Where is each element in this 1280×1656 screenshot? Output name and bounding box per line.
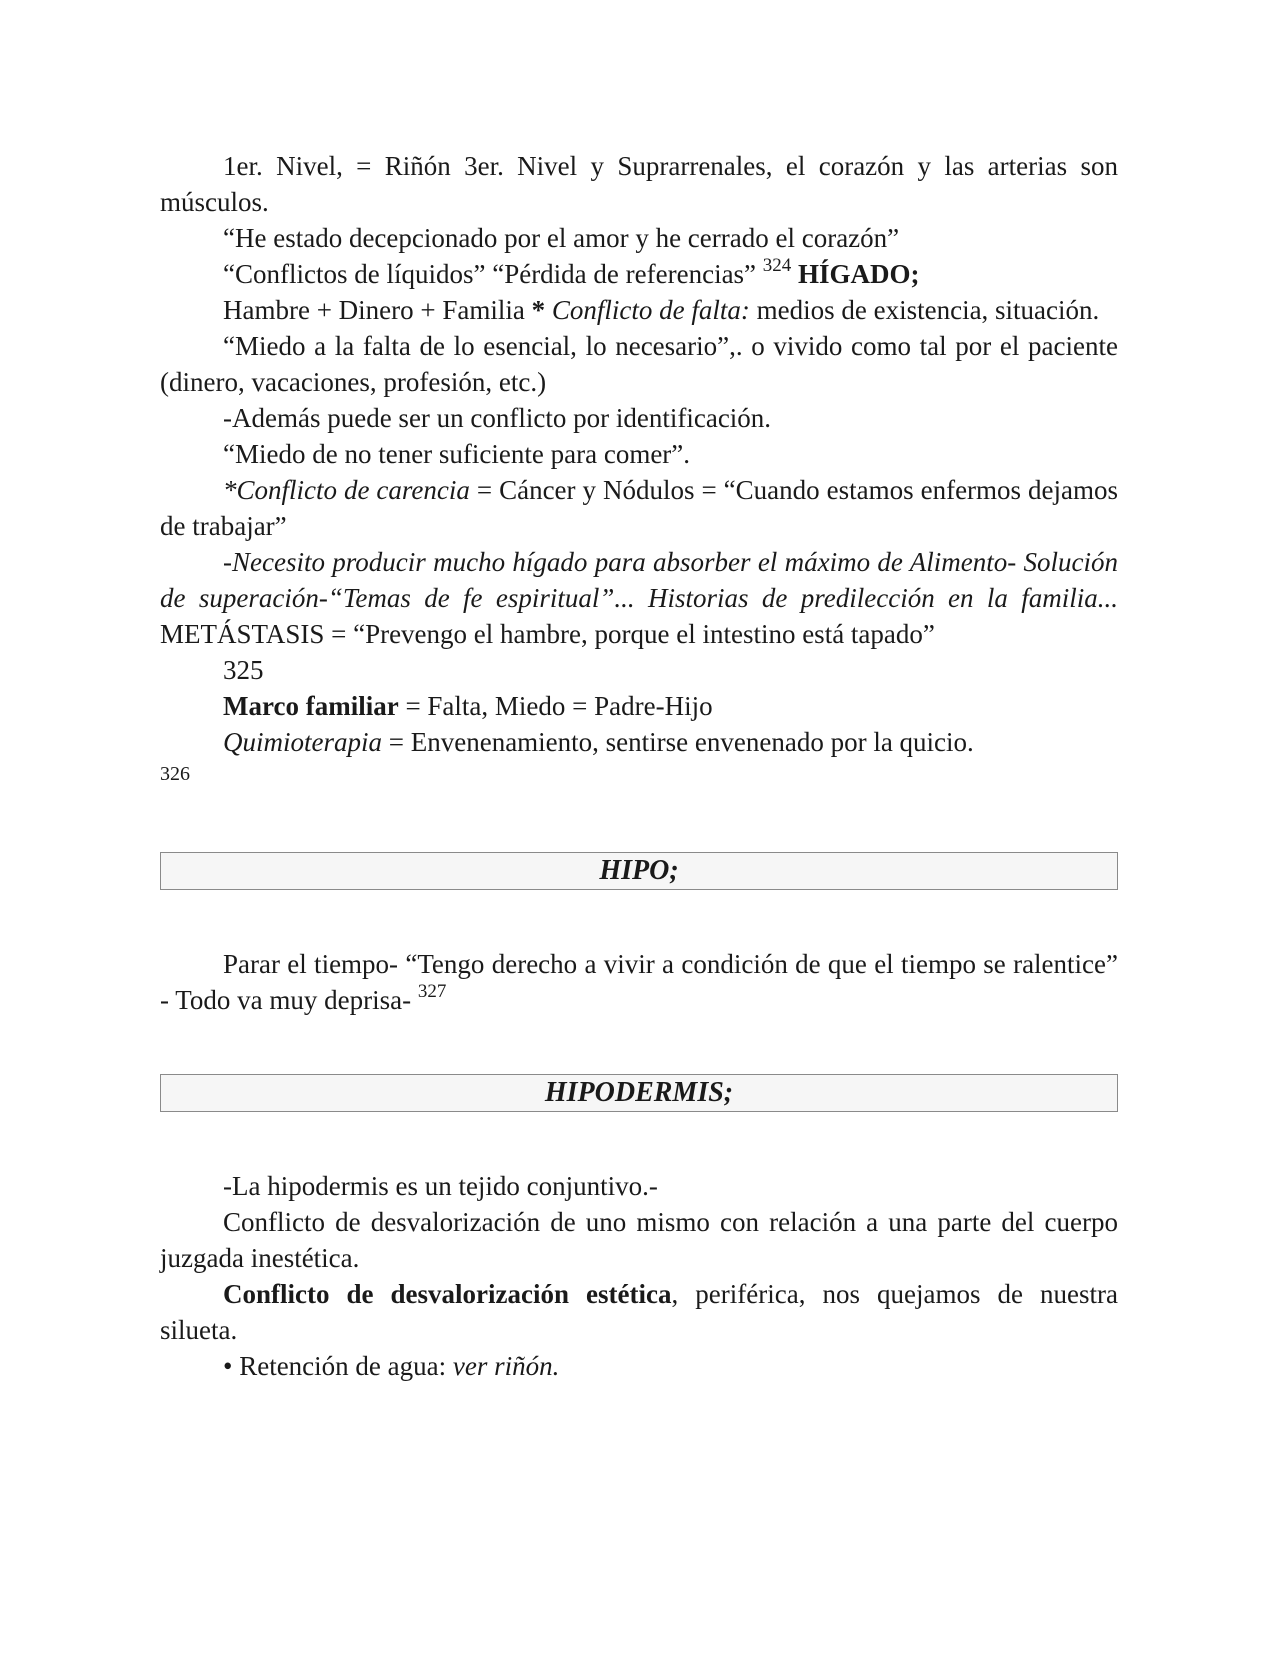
paragraph-text: Conflicto de desvalorización de uno mismo con relación a una parte del cuerpo juzgada inestética. [160, 1207, 1118, 1273]
paragraph-text: 1er. Nivel, = Riñón 3er. Nivel y Suprarrenales, el corazón y las arterias son músculos. [160, 151, 1118, 217]
paragraph [160, 148, 1118, 220]
paragraph-text: “Miedo a la falta de lo esencial, lo necesario”,. o vivido como tal por el paciente (dinero, vacaciones, profesión, etc.) [160, 331, 1118, 397]
paragraph-text: = Cáncer y Nódulos = “Cuando estamos enfermos dejamos de trabajar” [160, 475, 1119, 541]
paragraph-text: Parar el tiempo- “Tengo derecho a vivir a condición de que el tiempo se ralentice” - Todo va muy deprisa- [160, 949, 1118, 1015]
footnote-ref: 327 [417, 981, 447, 1002]
paragraph-text: , periférica, nos quejamos de nuestra silueta. [160, 1279, 1118, 1345]
paragraph [160, 436, 1118, 472]
paragraph [160, 1348, 1118, 1384]
paragraph-text: “Miedo de no tener suficiente para comer”. [223, 439, 691, 469]
paragraph [160, 544, 1118, 652]
paragraph [160, 1276, 1118, 1348]
paragraph [160, 760, 1118, 788]
paragraph-text: -Además puede ser un conflicto por identificación. [223, 403, 772, 433]
paragraph-text: = Envenenamiento, sentirse envenenado por la quicio. [382, 727, 974, 757]
italic-text: Conflicto de falta: [545, 295, 750, 325]
footnote-number: 325 [223, 655, 264, 685]
section-heading-hipo [160, 852, 1118, 890]
asterisk-mark: * [531, 295, 546, 325]
paragraph-text: Hambre + Dinero + Familia [223, 295, 532, 325]
paragraph [160, 688, 1118, 724]
italic-text: -Necesito producir mucho hígado para absorber el máximo de Alimento- Solución de superación-“Temas de fe espiritual”... Historias de predilección en la familia... [160, 547, 1118, 613]
bold-text: Conflicto de desvalorización estética [223, 1279, 672, 1309]
heading-text: HIPODERMIS; [544, 1077, 734, 1108]
bold-text: Marco familiar [223, 691, 399, 721]
paragraph [160, 328, 1118, 400]
heading-text: HIPO; [599, 855, 679, 886]
paragraph-text: medios de existencia, situación. [749, 295, 1100, 325]
paragraph [160, 256, 1118, 292]
footnote-ref: 324 [762, 255, 792, 276]
paragraph-text: “Conflictos de líquidos” “Pérdida de referencias” [223, 259, 763, 289]
paragraph [160, 1204, 1118, 1276]
paragraph-text: = Falta, Miedo = Padre-Hijo [398, 691, 713, 721]
footnote-number: 326 [160, 763, 190, 785]
paragraph [160, 220, 1118, 256]
paragraph [160, 292, 1118, 328]
document-page [160, 148, 1118, 1384]
paragraph-text: METÁSTASIS = “Prevengo el hambre, porque el intestino está tapado” [160, 619, 935, 649]
paragraph [160, 946, 1118, 1018]
paragraph [160, 400, 1118, 436]
italic-text: ver riñón. [452, 1351, 560, 1381]
paragraph [160, 652, 1118, 688]
paragraph-text: “He estado decepcionado por el amor y he cerrado el corazón” [223, 223, 900, 253]
paragraph [160, 1168, 1118, 1204]
italic-text: Quimioterapia [223, 727, 382, 757]
section-title-higado: HÍGADO; [791, 259, 920, 289]
bullet-text: • Retención de agua: [223, 1351, 453, 1381]
paragraph [160, 724, 1118, 760]
paragraph [160, 472, 1118, 544]
italic-text: *Conflicto de carencia [223, 475, 470, 505]
paragraph-text: -La hipodermis es un tejido conjuntivo.- [223, 1171, 658, 1201]
section-heading-hipodermis [160, 1074, 1118, 1112]
